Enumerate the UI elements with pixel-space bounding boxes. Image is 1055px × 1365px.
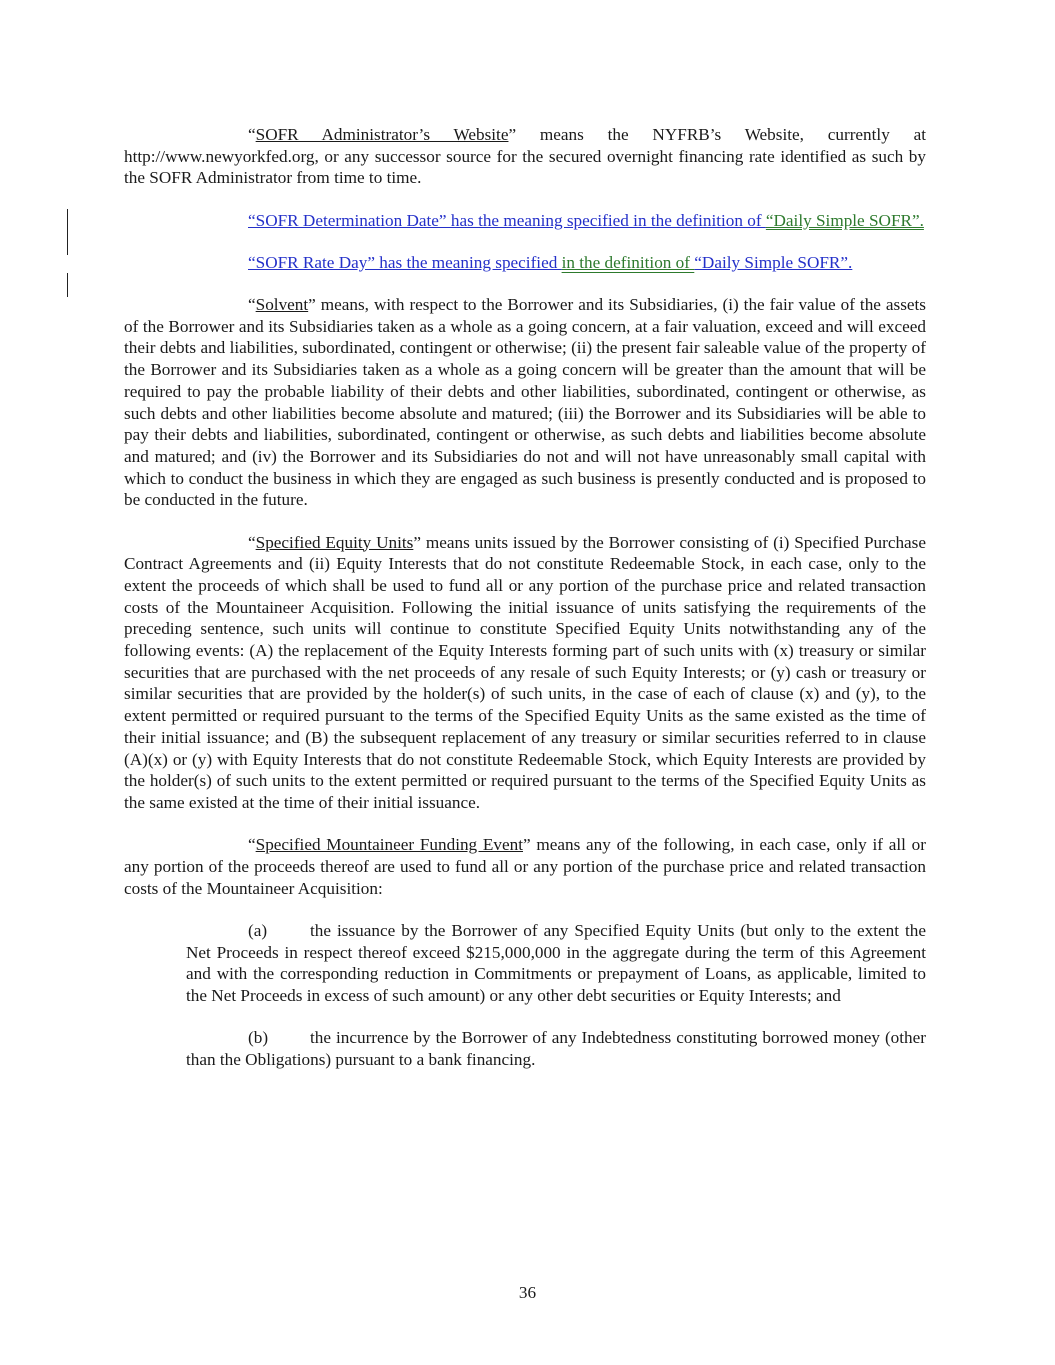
list-item (186, 920, 926, 1007)
definition-body: ” means the NYFRB’s Website, currently at http://www.newyorkfed.org, or any successor source for the secured overnight financing rate identified as such by the SOFR Administrator from time to time. (124, 125, 927, 188)
item-text: the issuance by the Borrower of any Specified Equity Units (but only to the extent the Net Proceeds in respect thereof exceed $215,000,000 in the aggregate during the term of this Agreement and with the corresponding reduction in Commitments or prepayment of Loans, as applicable, limited to the Net Proceeds in excess of such amount) or any other debt securities or Equity Interests; and (186, 920, 926, 1005)
defined-term: Specified Mountaineer Funding Event (255, 835, 523, 855)
change-bar (67, 209, 68, 255)
definition-specified-mountaineer-funding-event (124, 834, 926, 899)
moved-text: “Daily Simple SOFR”. (765, 210, 924, 230)
document-page (124, 124, 926, 1091)
open-quote: “ (248, 532, 256, 552)
inserted-text: “SOFR Determination Date” has the meaning specified in the definition of (248, 210, 766, 230)
defined-term: Specified Equity Units (255, 532, 414, 552)
definition-body: ” means any of the following, in each case, only if all or any portion of the proceeds thereof are used to fund all or any portion of the purchase price and related transaction costs of the Mountaineer Acquisition: (124, 835, 926, 898)
definition-body: ” means units issued by the Borrower consisting of (i) Specified Purchase Contract Agreements and (ii) Equity Interests that do not constitute Redeemable Stock, in each case, only to the extent the proceeds of which shall be used to fund all or any portion of the purchase price and related transaction costs of the Mountaineer Acquisition. Following the initial issuance of units satisfying the requirements of the preceding sentence, such units will continue to constitute Specified Equity Units notwithstanding any of the following events: (A) the replacement of the Equity Interests forming part of such units with (x) treasury or similar securities that are purchased with the net proceeds of any resale of such Equity Interests; or (y) cash or treasury or similar securities that are provided by the holder(s) of such units, in the case of each of clause (x) and (y), to the extent permitted or required pursuant to the terms of the Specified Equity Units as the same existed as the time of their initial issuance; and (B) the subsequent replacement of any treasury or similar securities referred to in clause (A)(x) or (y) with Equity Interests that do not constitute Redeemable Stock, which Equity Interests are provided by the holder(s) of such units to the extent permitted or required pursuant to the terms of the Specified Equity Units as the same existed at the time of their initial issuance. (124, 532, 927, 812)
definition-sofr-administrators-website (124, 124, 926, 189)
defined-term: SOFR Administrator’s Website (255, 125, 509, 144)
open-quote: “ (248, 295, 256, 315)
inserted-text: “Daily Simple SOFR”. (694, 252, 853, 272)
definition-solvent (124, 294, 926, 511)
item-label: (b) (248, 1028, 269, 1048)
list-item (186, 1027, 926, 1070)
open-quote: “ (248, 835, 256, 855)
defined-term: Solvent (255, 295, 309, 315)
open-quote: “ (248, 125, 256, 144)
item-label: (a) (248, 920, 268, 940)
definition-sofr-rate-day (124, 252, 926, 274)
item-text: the incurrence by the Borrower of any Indebtedness constituting borrowed money (other than the Obligations) pursuant to a bank financing. (186, 1028, 926, 1069)
definition-body: ” means, with respect to the Borrower and its Subsidiaries, (i) the fair value of the assets of the Borrower and its Subsidiaries taken as a whole as a going concern, at a fair valuation, exceed and will exceed their debts and liabilities, subordinated, contingent or otherwise; (ii) the present fair saleable value of the property of the Borrower and its Subsidiaries taken as a whole as a going concern will be greater than the amount that will be required to pay the probable liability of their debts and other liabilities, subordinated, contingent or otherwise, as such debts and other liabilities become absolute and matured; (iii) the Borrower and its Subsidiaries will be able to pay their debts and liabilities, subordinated, contingent or otherwise, as such debts and liabilities become absolute and matured; and (iv) the Borrower and its Subsidiaries do not and will not have unreasonably small capital with which to conduct the business in which they are engaged as such business is presently conducted and is proposed to be conducted in the future. (124, 295, 926, 510)
page-number: 36 (518, 1283, 537, 1302)
change-bar (67, 273, 68, 297)
moved-text: in the definition of (561, 252, 695, 272)
inserted-text: “SOFR Rate Day” has the meaning specified (248, 252, 562, 272)
definition-specified-equity-units (124, 532, 926, 814)
definition-sofr-determination-date (124, 210, 926, 232)
